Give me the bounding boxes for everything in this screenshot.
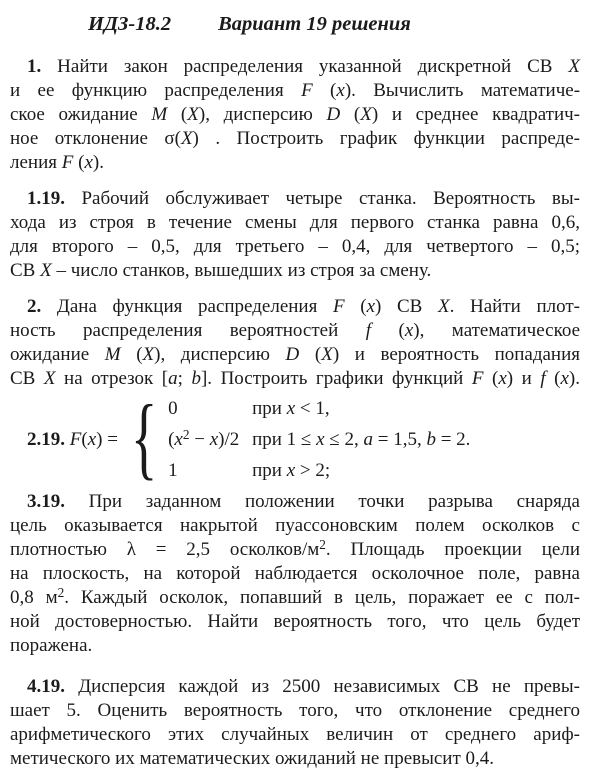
- formula-row: [168, 424, 470, 455]
- text-line: метического их математических ожиданий не превысит 0,4.: [10, 748, 495, 769]
- text-line: ожидание M (X), дисперсию D (X) и вероятность попадания: [10, 344, 581, 365]
- text-line: поражена.: [10, 635, 93, 656]
- text-line: СВ X – число станков, вышедших из строя за смену.: [10, 260, 432, 281]
- formula-value: 0: [168, 398, 178, 419]
- page-title: [88, 10, 580, 38]
- formula-2-19: [10, 385, 580, 488]
- formula-value: 1: [168, 460, 178, 481]
- text-line: ное отклонение σ(X) . Построить график функции распреде-: [10, 128, 580, 149]
- formula-row: [168, 393, 470, 424]
- formula-condition: при 1 ≤ x ≤ 2, a = 1,5, b = 2.: [252, 429, 471, 450]
- text-line: 1. Найти закон распределения указанной дискретной СВ X: [27, 56, 580, 77]
- text-line: цель оказывается накрытой пуассоновским полем осколков с: [10, 515, 580, 536]
- text-line: ления F (x).: [10, 152, 104, 173]
- title-variant: Вариант 19 решения: [218, 13, 411, 35]
- text-line: 0,8 $м^2$. Каждый осколок, попавший в цель, поражает ее с пол-: [10, 585, 580, 608]
- formula-label: 2.19. F(x) =: [27, 428, 118, 450]
- problem-2-statement: [10, 295, 580, 391]
- text-line: СВ X на отрезок [a; b]. Построить графики функций F (x) и f (x).: [10, 368, 580, 389]
- text-line: ское ожидание M (X), дисперсию D (X) и среднее квадратич-: [10, 104, 581, 125]
- curly-brace: {: [130, 385, 158, 488]
- text-line: ной достоверностью. Найти вероятность того, что цель будет: [10, 611, 580, 632]
- formula-cases: [168, 393, 470, 486]
- problem-1-statement: [10, 55, 580, 175]
- formula-condition: при x > 2;: [252, 460, 331, 481]
- text-line: на плоскость, на которой наблюдается осколочное поле, равна: [10, 563, 580, 584]
- text-line: 2. Дана функция распределения F (x) СВ X. Найти плот-: [27, 296, 580, 317]
- formula-condition: при x < 1,: [252, 398, 330, 419]
- text-line: 4.19. Дисперсия каждой из 2500 независимых СВ не превы-: [27, 676, 580, 697]
- problem-1-19: [10, 187, 580, 283]
- text-line: 1.19. Рабочий обслуживает четыре станка. Вероятность вы-: [27, 188, 580, 209]
- text-line: для второго – 0,5, для третьего – 0,4, для четвертого – 0,5;: [10, 236, 580, 257]
- text-line: плотностью λ = 2,5 осколков/$м^2$. Площадь проекции цели: [10, 537, 580, 560]
- problem-4-19: [10, 675, 580, 771]
- text-line: шает 5. Оценить вероятность того, что отклонение среднего: [10, 700, 580, 721]
- problem-3-19: [10, 490, 580, 658]
- text-line: хода из строя в течение смены для первого станка равна 0,6,: [10, 212, 580, 233]
- title-code: ИДЗ-18.2: [88, 13, 172, 35]
- text-line: и ее функцию распределения F (x). Вычислить математиче-: [10, 80, 581, 101]
- text-line: 3.19. При заданном положении точки разрыва снаряда: [27, 491, 580, 512]
- formula-row: [168, 455, 470, 486]
- text-line: арифметического этих случайных величин от среднего ариф-: [10, 724, 580, 745]
- text-line: ность распределения вероятностей f (x), математическое: [10, 320, 581, 341]
- formula-value: $(x^2 - x)/2$: [168, 427, 240, 450]
